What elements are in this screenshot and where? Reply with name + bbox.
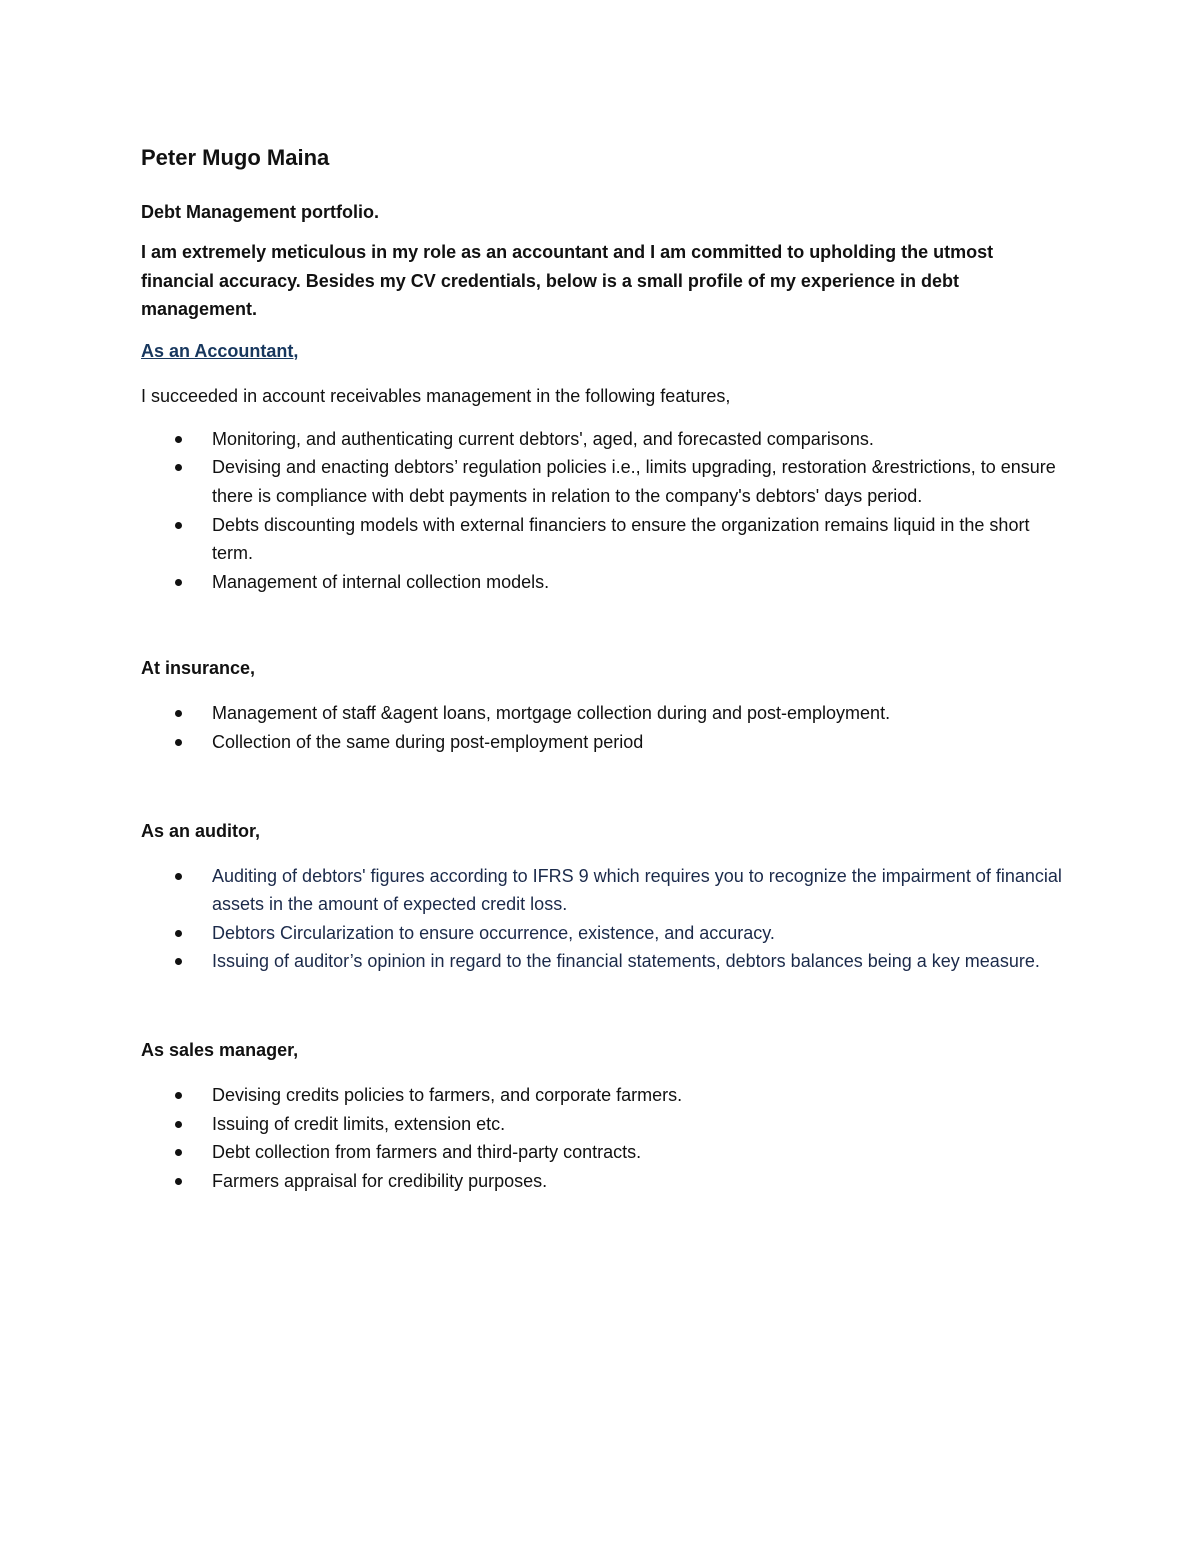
section-heading-insurance: At insurance, [141, 658, 256, 679]
bullet-icon [175, 1092, 182, 1099]
list-item [141, 919, 1071, 948]
list-item [141, 728, 1071, 757]
bullet-icon [175, 1149, 182, 1156]
section-auditor [141, 817, 1071, 976]
section-insurance [141, 654, 1071, 756]
bullet-icon [175, 930, 182, 937]
bullet-icon [175, 522, 182, 529]
sales-list [141, 1081, 1071, 1195]
list-item [141, 947, 1071, 976]
bullet-icon [175, 739, 182, 746]
bullet-icon [175, 436, 182, 443]
spacer [141, 757, 1071, 817]
list-item [141, 453, 1071, 510]
section-heading-auditor: As an auditor, [141, 820, 261, 841]
bullet-icon [175, 710, 182, 717]
list-item-text: Auditing of debtors' figures according to IFRS 9 which requires you to recognize the impairment of financial assets in the amount of expected credit loss. [212, 865, 1062, 915]
accountant-list [141, 425, 1071, 597]
list-item-text: Farmers appraisal for credibility purposes. [212, 1170, 548, 1191]
spacer [141, 596, 1071, 654]
section-sales [141, 1036, 1071, 1195]
bullet-icon [175, 1121, 182, 1128]
list-item [141, 699, 1071, 728]
list-item-text: Debt collection from farmers and third-party contracts. [212, 1142, 642, 1163]
list-item-text: Collection of the same during post-employment period [212, 731, 644, 752]
list-item [141, 425, 1071, 454]
section-heading-accountant: As an Accountant, [141, 340, 299, 361]
list-item-text: Debts discounting models with external financiers to ensure the organization remains liquid in the short term. [212, 514, 1030, 564]
section-heading-sales: As sales manager, [141, 1039, 299, 1060]
list-item-text: Issuing of credit limits, extension etc. [212, 1113, 506, 1134]
list-item-text: Issuing of auditor’s opinion in regard to the financial statements, debtors balances being a key measure. [212, 951, 1040, 972]
document-subtitle: Debt Management portfolio. [141, 202, 379, 222]
list-item [141, 862, 1071, 919]
list-item-text: Monitoring, and authenticating current debtors', aged, and forecasted comparisons. [212, 428, 874, 449]
list-item-text: Management of internal collection models. [212, 571, 550, 592]
document-title: Peter Mugo Maina [141, 145, 330, 170]
list-item-text: Devising credits policies to farmers, and corporate farmers. [212, 1084, 683, 1105]
section-accountant [141, 337, 1071, 597]
list-item-text: Debtors Circularization to ensure occurrence, existence, and accuracy. [212, 922, 775, 943]
auditor-list [141, 862, 1071, 976]
list-item [141, 568, 1071, 597]
list-item [141, 1138, 1071, 1167]
list-item [141, 1110, 1071, 1139]
list-item-text: Management of staff &agent loans, mortgage collection during and post-employment. [212, 703, 891, 724]
list-item [141, 511, 1071, 568]
spacer [141, 976, 1071, 1036]
bullet-icon [175, 464, 182, 471]
list-item-text: Devising and enacting debtors’ regulation policies i.e., limits upgrading, restoration &restrictions, to ensure there is compliance with debt payments in relation to the company's debtors' days period. [212, 457, 1056, 506]
bullet-icon [175, 873, 182, 880]
accountant-lead: I succeeded in account receivables management in the following features, [141, 385, 731, 406]
insurance-list [141, 699, 1071, 756]
document-body [141, 140, 1071, 1195]
list-item [141, 1167, 1071, 1196]
bullet-icon [175, 579, 182, 586]
list-item [141, 1081, 1071, 1110]
intro-paragraph: I am extremely meticulous in my role as an accountant and I am committed to upholding the utmost financial accuracy. Besides my CV credentials, below is a small profile of my experience in debt management. [141, 242, 994, 320]
bullet-icon [175, 958, 182, 965]
bullet-icon [175, 1178, 182, 1185]
